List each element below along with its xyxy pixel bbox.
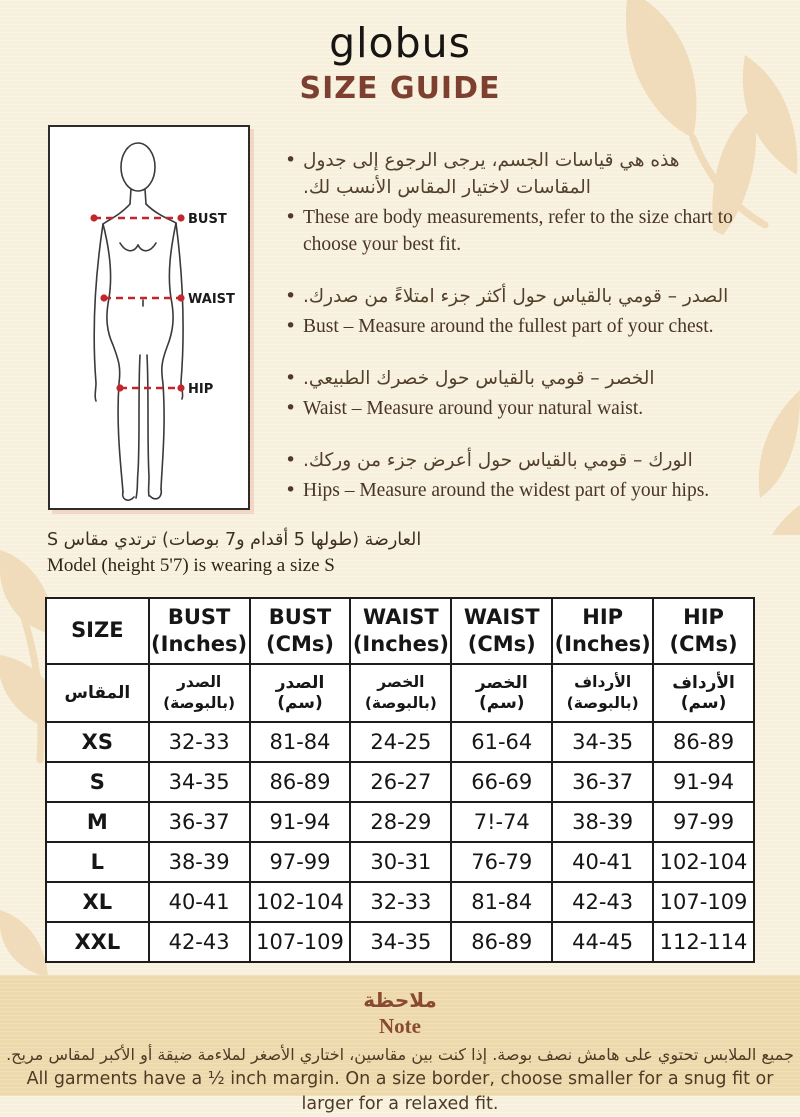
size-cell: XS xyxy=(46,722,149,762)
measure-cell: 76-79 xyxy=(451,842,552,882)
measure-cell: 32-33 xyxy=(149,722,250,762)
note-body-arabic: جميع الملابس تحتوي على هامش نصف بوصة. إذا كنت بين مقاسين، اختاري الأصغر لملاءمة ضيقة أو الأكبر لمقاس مريح. xyxy=(6,1045,794,1064)
measure-cell: 40-41 xyxy=(552,842,653,882)
instruction-group-general xyxy=(285,147,757,258)
column-header-waist-inches: WAIST (Inches) xyxy=(350,598,451,664)
instruction-text-arabic: هذه هي قياسات الجسم، يرجى الرجوع إلى جدول المقاسات لاختيار المقاس الأنسب لك. xyxy=(303,150,680,198)
list-item xyxy=(285,204,757,258)
instruction-text-arabic: الورك – قومي بالقياس حول أعرض جزء من وركك. xyxy=(303,450,693,471)
bullet-icon xyxy=(285,477,303,504)
measure-cell: 97-99 xyxy=(653,802,754,842)
page-title: SIZE GUIDE xyxy=(299,71,501,107)
hip-line-label: HIP xyxy=(188,382,214,397)
column-header-waist-inches-ar: الخصر (بالبوصة) xyxy=(350,664,451,722)
note-title-arabic: ملاحظة xyxy=(363,988,437,1012)
list-item xyxy=(285,447,757,474)
bullet-icon xyxy=(285,313,303,340)
model-size-note xyxy=(47,527,607,579)
measure-cell: 91-94 xyxy=(250,802,351,842)
measure-cell: 36-37 xyxy=(149,802,250,842)
measure-cell: 107-109 xyxy=(250,922,351,962)
column-header-bust-cms-ar: الصدر (سم) xyxy=(250,664,351,722)
measure-cell: 36-37 xyxy=(552,762,653,802)
size-chart-table xyxy=(45,597,755,963)
instruction-group-waist xyxy=(285,365,757,422)
waist-line-label: WAIST xyxy=(188,292,235,307)
instruction-text-english: Bust – Measure around the fullest part of your chest. xyxy=(303,316,714,337)
measure-cell: 86-89 xyxy=(451,922,552,962)
instruction-text-arabic: الخصر – قومي بالقياس حول خصرك الطبيعي. xyxy=(303,368,655,389)
column-header-waist-cms: WAIST (CMs) xyxy=(451,598,552,664)
model-note-arabic: العارضة (طولها 5 أقدام و7 بوصات) ترتدي مقاس S xyxy=(47,530,422,550)
measure-cell: 44-45 xyxy=(552,922,653,962)
measure-cell: 97-99 xyxy=(250,842,351,882)
measurement-instructions xyxy=(285,147,757,529)
measure-cell: 30-31 xyxy=(350,842,451,882)
measure-cell: 102-104 xyxy=(653,842,754,882)
list-item xyxy=(285,283,757,310)
column-header-hip-inches-ar: الأرداف (بالبوصة) xyxy=(552,664,653,722)
measure-cell: 32-33 xyxy=(350,882,451,922)
body-measurement-figure xyxy=(48,125,250,510)
list-item xyxy=(285,313,757,340)
instruction-text-english: Hips – Measure around the widest part of your hips. xyxy=(303,480,710,501)
list-item xyxy=(285,147,757,201)
note-title-english: Note xyxy=(379,1014,421,1038)
bullet-icon xyxy=(285,147,303,174)
measure-cell: 42-43 xyxy=(552,882,653,922)
page-header xyxy=(0,19,800,107)
table-row-xs xyxy=(46,722,754,762)
measure-cell: 112-114 xyxy=(653,922,754,962)
female-body-outline-illustration xyxy=(50,127,248,508)
measure-cell: 7!-74 xyxy=(451,802,552,842)
measure-cell: 91-94 xyxy=(653,762,754,802)
size-cell: S xyxy=(46,762,149,802)
instruction-group-bust xyxy=(285,283,757,340)
measure-cell: 24-25 xyxy=(350,722,451,762)
table-header-row-arabic xyxy=(46,664,754,722)
measure-cell: 86-89 xyxy=(250,762,351,802)
table-row-m xyxy=(46,802,754,842)
list-item xyxy=(285,395,757,422)
bullet-icon xyxy=(285,447,303,474)
size-cell: L xyxy=(46,842,149,882)
column-header-bust-inches-ar: الصدر (بالبوصة) xyxy=(149,664,250,722)
measure-cell: 86-89 xyxy=(653,722,754,762)
instruction-text-arabic: الصدر – قومي بالقياس حول أكثر جزء امتلاءً من صدرك. xyxy=(303,286,729,307)
instruction-text-english: Waist – Measure around your natural waist. xyxy=(303,398,644,419)
table-row-s xyxy=(46,762,754,802)
table-header-row-english xyxy=(46,598,754,664)
size-cell: XL xyxy=(46,882,149,922)
bullet-icon xyxy=(285,283,303,310)
list-item xyxy=(285,477,757,504)
measure-cell: 107-109 xyxy=(653,882,754,922)
model-note-english: Model (height 5'7) is wearing a size S xyxy=(47,555,335,576)
measure-cell: 81-84 xyxy=(451,882,552,922)
table-row-xl xyxy=(46,882,754,922)
measure-cell: 26-27 xyxy=(350,762,451,802)
bust-line-label: BUST xyxy=(188,212,227,227)
note-body-english: All garments have a ½ inch margin. On a size border, choose smaller for a snug fit or larger for a relaxed fit. xyxy=(26,1069,774,1114)
column-header-hip-cms: HIP (CMs) xyxy=(653,598,754,664)
column-header-waist-cms-ar: الخصر (سم) xyxy=(451,664,552,722)
measure-cell: 40-41 xyxy=(149,882,250,922)
measure-cell: 34-35 xyxy=(350,922,451,962)
column-header-bust-inches: BUST (Inches) xyxy=(149,598,250,664)
measure-cell: 28-29 xyxy=(350,802,451,842)
measure-cell: 42-43 xyxy=(149,922,250,962)
instruction-group-hips xyxy=(285,447,757,504)
column-header-hip-cms-ar: الأرداف (سم) xyxy=(653,664,754,722)
list-item xyxy=(285,365,757,392)
instruction-text-english: These are body measurements, refer to the size chart to choose your best fit. xyxy=(303,207,733,255)
bullet-icon xyxy=(285,395,303,422)
bullet-icon xyxy=(285,365,303,392)
measure-cell: 81-84 xyxy=(250,722,351,762)
note-footer xyxy=(0,975,800,1114)
measure-cell: 38-39 xyxy=(552,802,653,842)
column-header-size: SIZE xyxy=(46,598,149,664)
measure-cell: 66-69 xyxy=(451,762,552,802)
column-header-bust-cms: BUST (CMs) xyxy=(250,598,351,664)
brand-logo: globus xyxy=(329,19,471,67)
column-header-size-ar: المقاس xyxy=(46,664,149,722)
measure-cell: 34-35 xyxy=(552,722,653,762)
measure-cell: 102-104 xyxy=(250,882,351,922)
size-cell: M xyxy=(46,802,149,842)
bullet-icon xyxy=(285,204,303,231)
measure-cell: 38-39 xyxy=(149,842,250,882)
measure-cell: 61-64 xyxy=(451,722,552,762)
column-header-hip-inches: HIP (Inches) xyxy=(552,598,653,664)
table-row-l xyxy=(46,842,754,882)
size-cell: XXL xyxy=(46,922,149,962)
table-row-xxl xyxy=(46,922,754,962)
measure-cell: 34-35 xyxy=(149,762,250,802)
